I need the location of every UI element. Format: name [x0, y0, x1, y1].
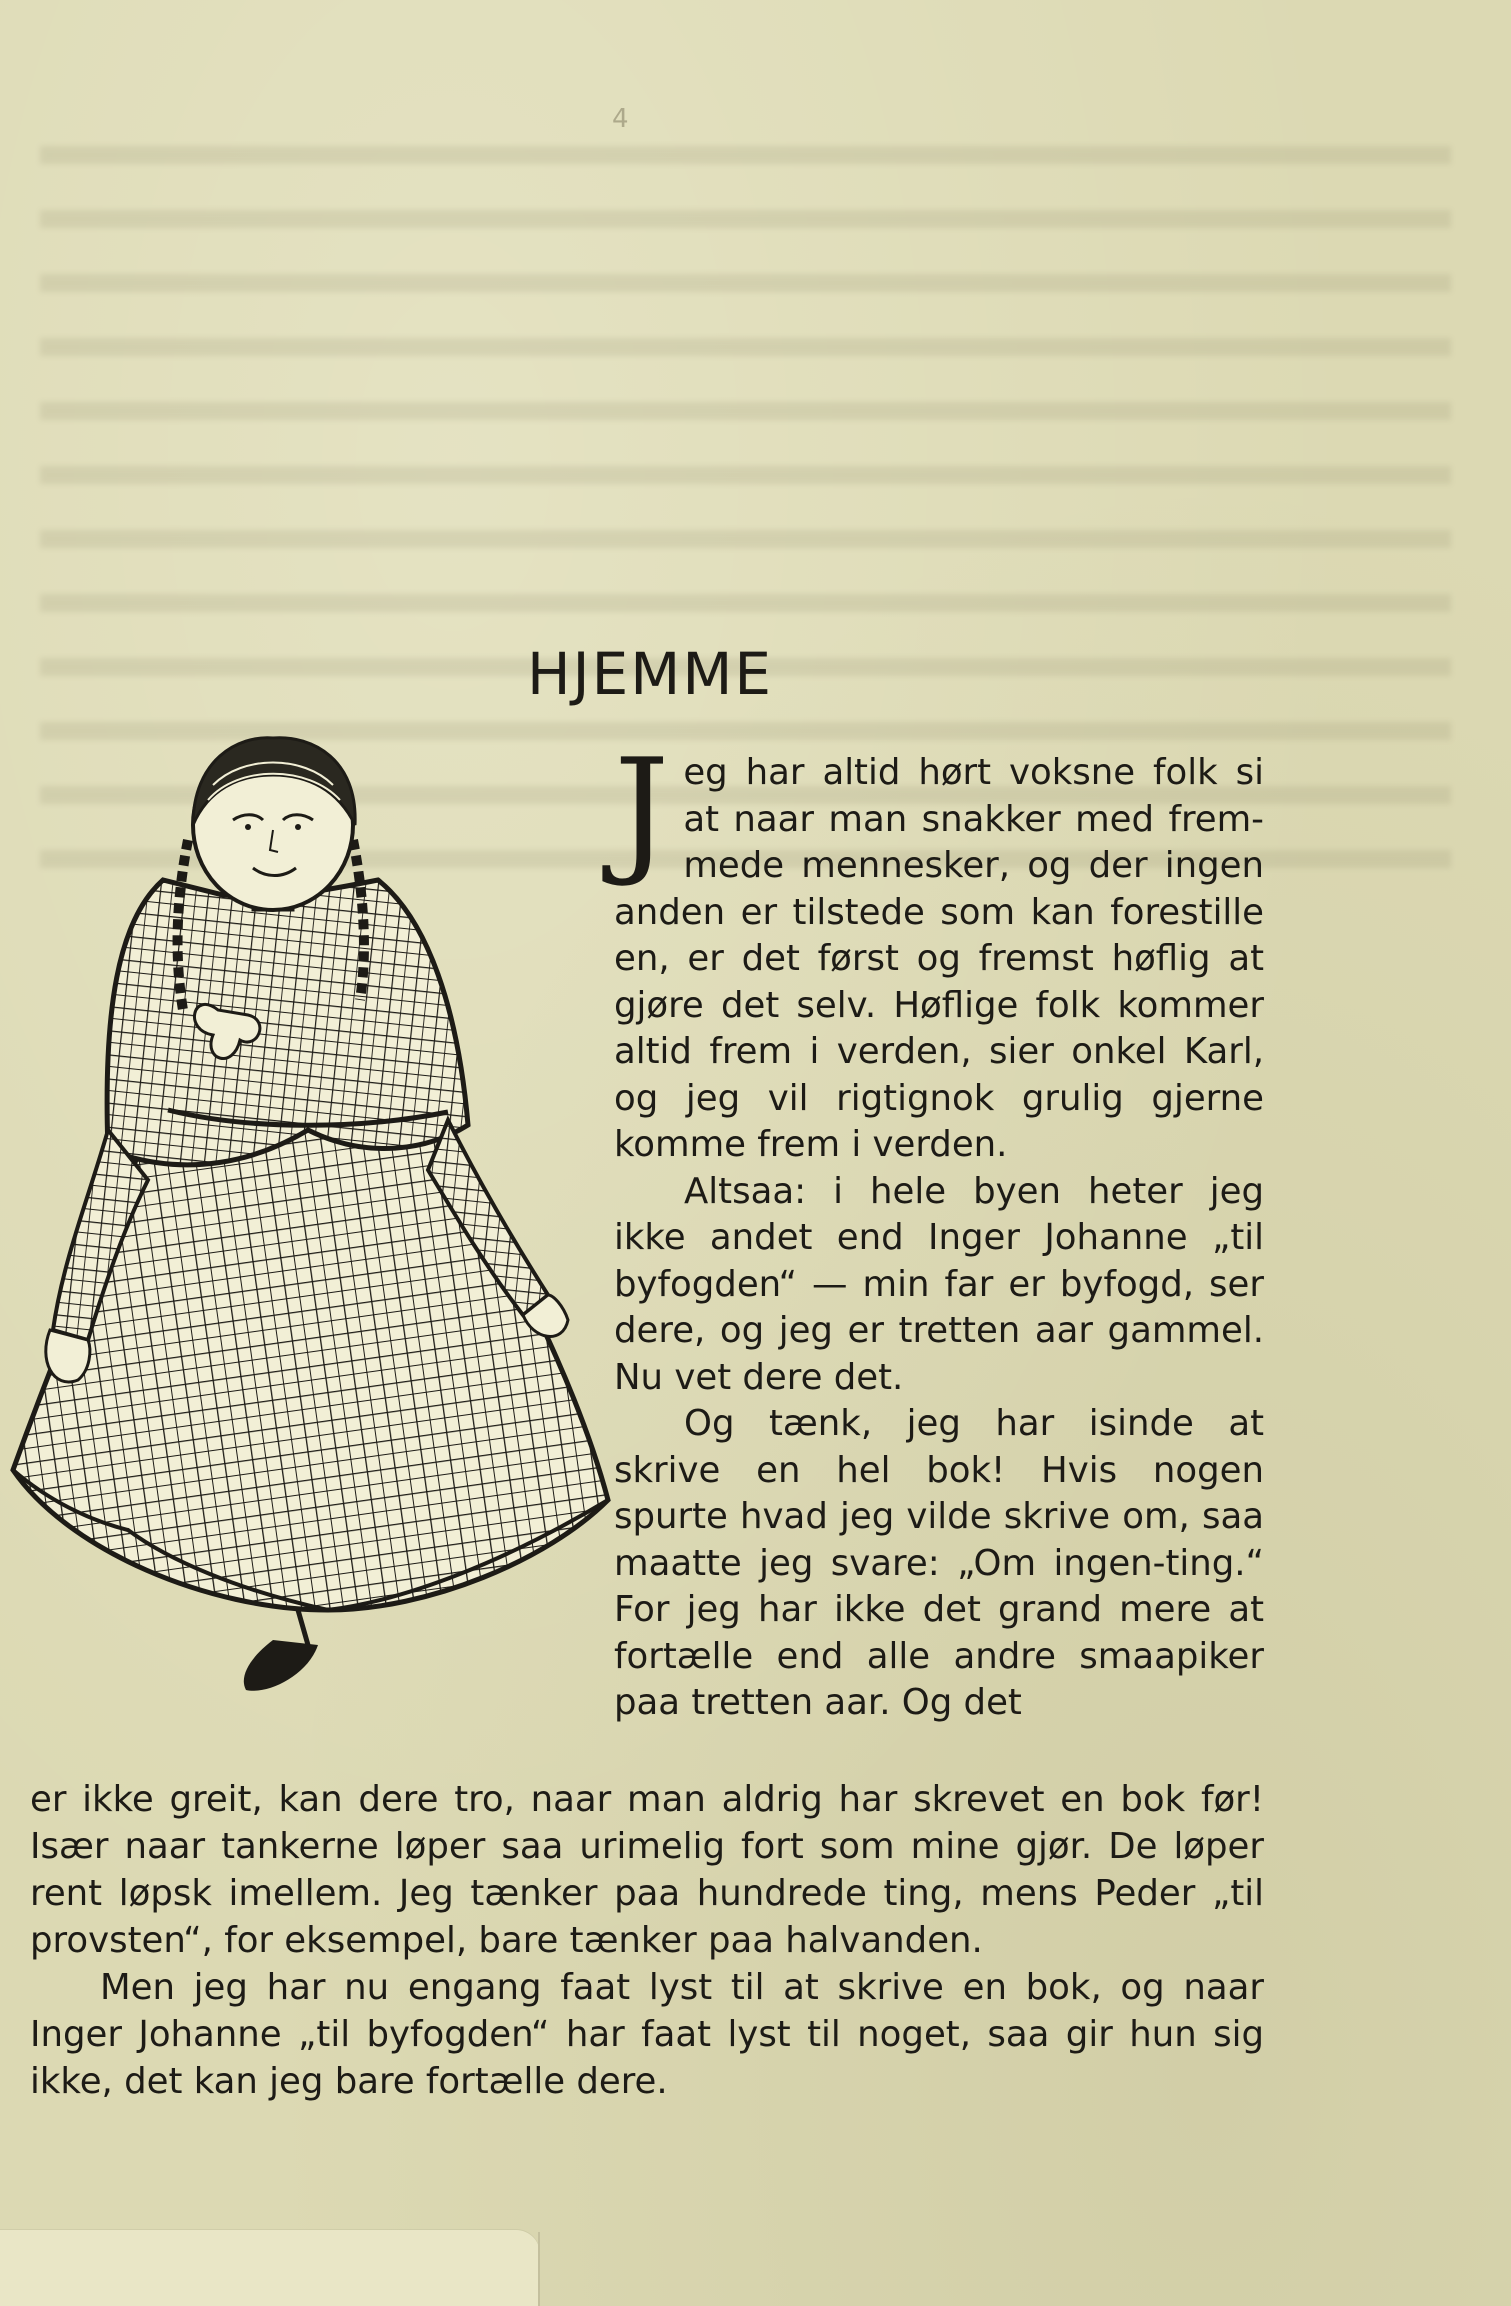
paragraph-4: Men jeg har nu engang faat lyst til at skrive en bok, og naar Inger Johanne „til byfogden“ har faat lyst til noget, saa gir hun sig ikke, det kan jeg bare fortælle dere.	[30, 1967, 1264, 2102]
body-text-beside-illustration	[614, 729, 1264, 1727]
paragraph-1	[614, 729, 1264, 1169]
girl-illustration	[8, 730, 618, 1740]
paper-tab	[0, 2230, 540, 2306]
body-text-full-width	[30, 1776, 1264, 2105]
chapter-title: HJEMME	[526, 640, 774, 708]
show-through-text	[0, 100, 1511, 720]
page-number: 4	[612, 104, 629, 134]
paragraph-3-top: Og tænk, jeg har isinde at skrive en hel bok! Hvis nogen spurte hvad jeg vilde skrive om, saa maatte jeg svare: „Om ingen-ting.“ For jeg har ikke det grand mere at fortælle end alle andre smaapiker paa tretten aar. Og det	[614, 1403, 1264, 1723]
paragraph-1-text: eg har altid hørt voksne folk si at naar man snakker med frem-mede mennesker, og der ingen anden er tilstede som kan forestille en, er det først og fremst høflig at gjøre det selv. Høflige folk kommer altid frem i verden, sier onkel Karl, og jeg vil rigtignok grulig gjerne komme frem i verden.	[614, 752, 1264, 1165]
paragraph-2: Altsaa: i hele byen heter jeg ikke andet end Inger Johanne „til byfogden“ — min far er byfogd, ser dere, og jeg er tretten aar gammel. Nu vet dere det.	[614, 1170, 1264, 1398]
paper-tab-edge	[538, 2232, 540, 2306]
paragraph-3-rest: er ikke greit, kan dere tro, naar man aldrig har skrevet en bok før! Især naar tankerne løper saa urimelig fort som mine gjør. De løper rent løpsk imellem. Jeg tænker paa hundrede ting, mens Peder „til provsten“, for eksempel, bare tænker paa halvanden.	[30, 1779, 1264, 1961]
drop-cap: J	[614, 729, 670, 890]
